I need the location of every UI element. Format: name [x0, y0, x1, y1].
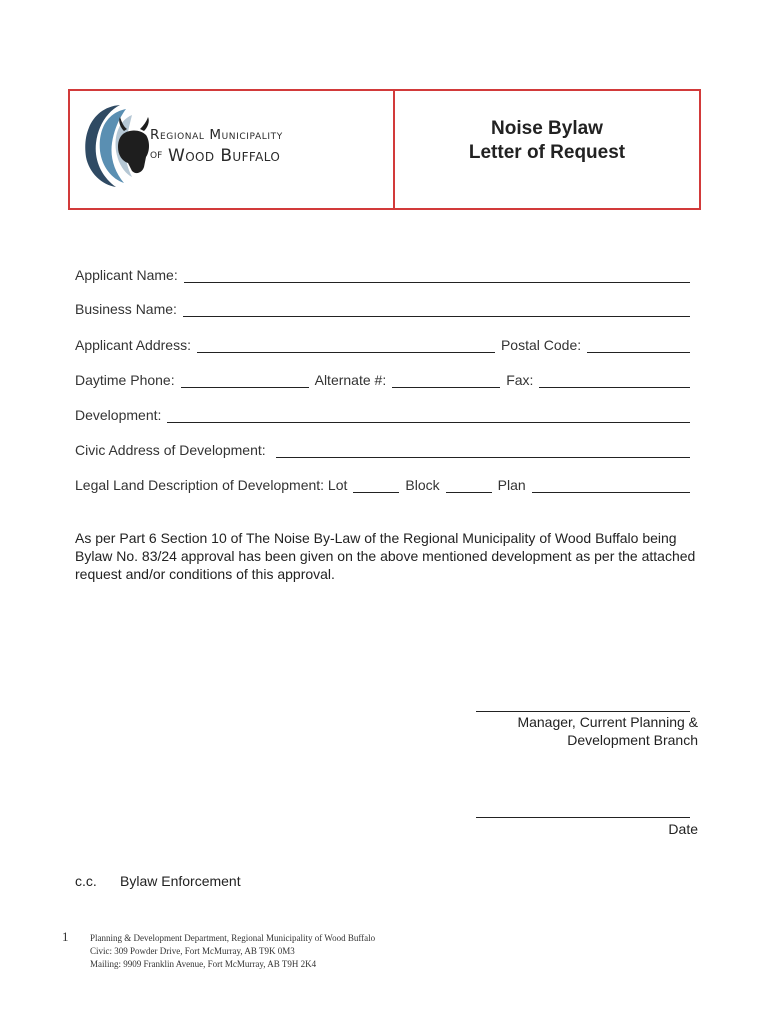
daytime-phone-label: Daytime Phone: — [75, 372, 175, 388]
business-name-field[interactable] — [183, 302, 690, 317]
development-label: Development: — [75, 407, 162, 423]
alternate-field[interactable] — [392, 373, 500, 388]
civic-address-label: Civic Address of Development: — [75, 442, 266, 458]
footer-line-3: Mailing: 9909 Franklin Avenue, Fort McMurray, AB T9H 2K4 — [90, 959, 317, 969]
business-name-row — [75, 297, 690, 317]
cc-row — [75, 873, 241, 889]
approval-paragraph: As per Part 6 Section 10 of The Noise By-Law of the Regional Municipality of Wood Buffalo being Bylaw No. 83/24 approval has been given on the above mentioned development as per the attached request and/or conditions of this approval. — [75, 530, 696, 582]
civic-address-field[interactable] — [276, 443, 690, 458]
manager-signature-line[interactable] — [476, 710, 690, 712]
logo-text-regional-municipality: Regional Municipality — [150, 127, 283, 143]
cc-value: Bylaw Enforcement — [120, 873, 241, 889]
footer — [62, 929, 376, 971]
title-line-2: Letter of Request — [468, 141, 626, 163]
daytime-phone-field[interactable] — [181, 373, 309, 388]
date-signature-line[interactable] — [476, 816, 690, 818]
block-field[interactable] — [446, 478, 492, 493]
document-title — [395, 91, 699, 208]
applicant-name-field[interactable] — [184, 268, 690, 283]
applicant-address-field[interactable] — [197, 338, 495, 353]
applicant-name-row — [75, 263, 690, 283]
legal-land-row — [75, 473, 690, 493]
title-line-1: Noise Bylaw — [491, 117, 603, 139]
phone-row — [75, 368, 690, 388]
plan-field[interactable] — [532, 478, 690, 493]
fax-label: Fax: — [506, 372, 534, 388]
business-name-label: Business Name: — [75, 301, 177, 317]
fax-field[interactable] — [539, 373, 690, 388]
logo-text-of: OF — [150, 151, 163, 161]
manager-title-line-2: Development Branch — [567, 732, 698, 748]
alternate-label: Alternate #: — [314, 372, 387, 388]
postal-code-field[interactable] — [587, 338, 690, 353]
legal-land-label: Legal Land Description of Development: Lot — [75, 477, 348, 493]
date-label: Date — [668, 821, 698, 837]
development-row — [75, 403, 690, 423]
logo — [70, 91, 395, 208]
development-field[interactable] — [167, 408, 690, 423]
manager-title-line-1: Manager, Current Planning & — [517, 714, 698, 730]
applicant-address-label: Applicant Address: — [75, 337, 191, 353]
cc-label: c.c. — [75, 873, 97, 889]
logo-text-wood-buffalo: Wood Buffalo — [168, 146, 281, 166]
footer-line-1: Planning & Development Department, Regional Municipality of Wood Buffalo — [90, 933, 376, 943]
header-box — [68, 89, 701, 210]
page-number: 1 — [62, 929, 69, 944]
applicant-name-label: Applicant Name: — [75, 267, 178, 283]
applicant-address-row — [75, 333, 690, 353]
manager-signature-caption — [517, 713, 698, 749]
civic-address-row — [75, 438, 690, 458]
postal-code-label: Postal Code: — [500, 337, 582, 353]
footer-line-2: Civic: 309 Powder Drive, Fort McMurray, AB T9K 0M3 — [90, 946, 295, 956]
lot-field[interactable] — [353, 478, 399, 493]
buffalo-logo-icon — [80, 101, 152, 191]
plan-label: Plan — [497, 477, 526, 493]
block-label: Block — [405, 477, 440, 493]
